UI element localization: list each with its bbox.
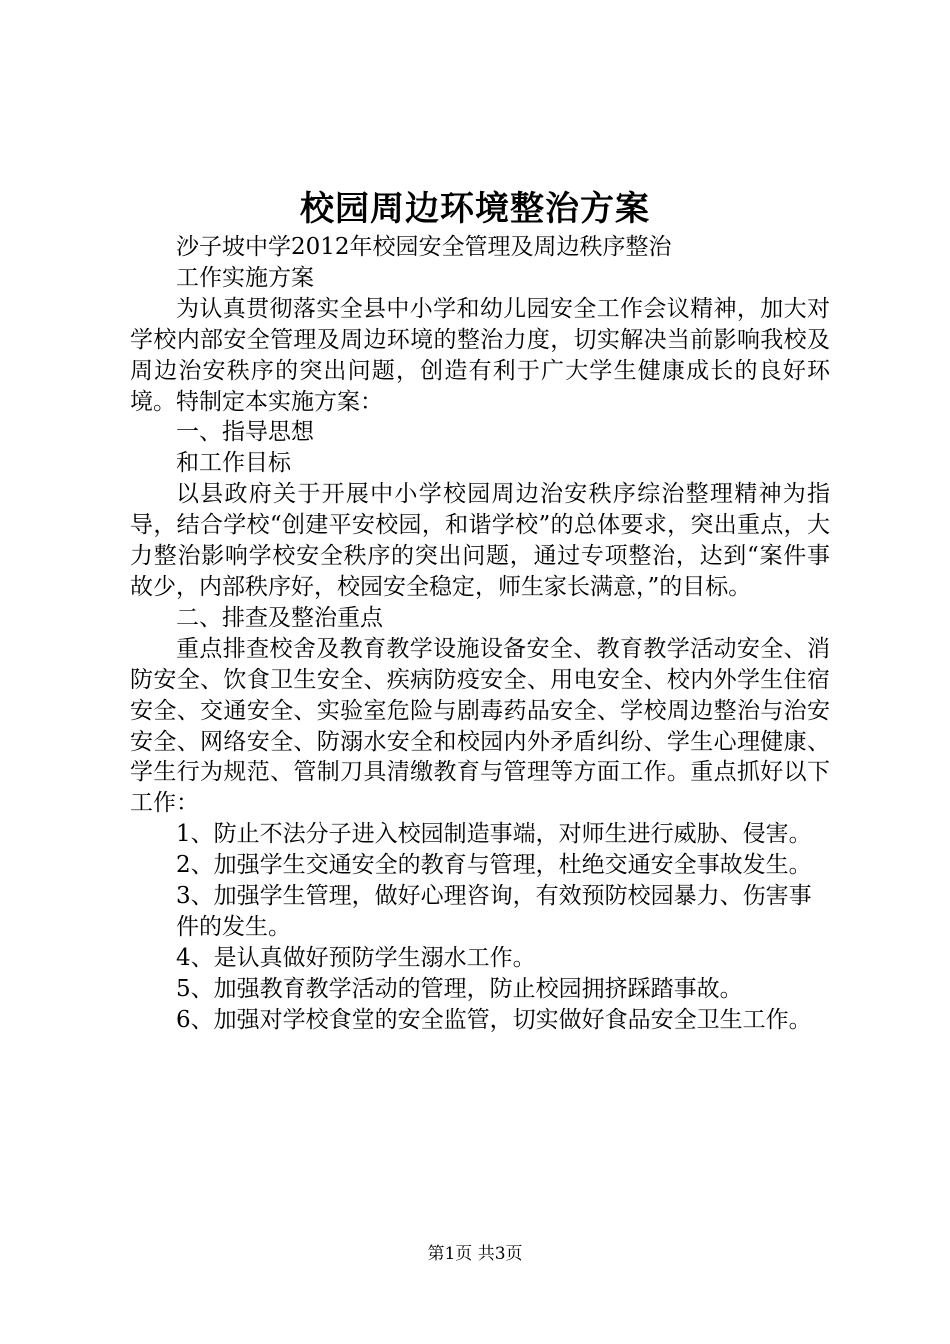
intro-paragraph: 为认真贯彻落实全县中小学和幼儿园安全工作会议精神，加大对学校内部安全管理及周边环境的整治力度，切实解决当前影响我校及周边治安秩序的突出问题，创造有利于广大学生健康成长的良好环境。特制定本实施方案： bbox=[130, 295, 830, 415]
list-item-3-cont: 件的发生。 bbox=[176, 913, 291, 940]
document-body bbox=[130, 232, 830, 1036]
section-heading-1: 一、指导思想 bbox=[176, 419, 314, 446]
list-item-6: 6、加强对学校食堂的安全监管，切实做好食品安全卫生工作。 bbox=[176, 1006, 812, 1033]
list-item-1: 1、防止不法分子进入校园制造事端，对师生进行威胁、侵害。 bbox=[176, 821, 812, 848]
list-item-3: 3、加强学生管理，做好心理咨询，有效预防校园暴力、伤害事 bbox=[176, 883, 812, 910]
document-title: 校园周边环境整治方案 bbox=[300, 189, 650, 229]
list-item-5: 5、加强教育教学活动的管理，防止校园拥挤踩踏事故。 bbox=[176, 975, 743, 1002]
section-heading-2: 二、排查及整治重点 bbox=[176, 604, 383, 631]
subtitle-line-1: 沙子坡中学2012年校园安全管理及周边秩序整治 bbox=[176, 234, 672, 260]
page-footer: 第1页 共3页 bbox=[427, 1244, 523, 1264]
guiding-paragraph: 以县政府关于开展中小学校园周边治安秩序综治整理精神为指导，结合学校“创建平安校园，和谐学校”的总体要求，突出重点，大力整治影响学校安全秩序的突出问题，通过专项整治，达到“案件事故少，内部秩序好，校园安全稳定，师生家长满意，”的目标。 bbox=[130, 481, 830, 600]
focus-paragraph: 重点排查校舍及教育教学设施设备安全、教育教学活动安全、消防安全、饮食卫生安全、疾病防疫安全、用电安全、校内外学生住宿安全、交通安全、实验室危险与剧毒药品安全、学校周边整治与治安安全、网络安全、防溺水安全和校园内外矛盾纠纷、学生心理健康、学生行为规范、管制刀具清缴教育与管理等方面工作。重点抓好以下工作： bbox=[130, 635, 830, 817]
subtitle-line-2: 工作实施方案 bbox=[176, 264, 314, 291]
list-item-4: 4、是认真做好预防学生溺水工作。 bbox=[176, 944, 536, 971]
list-item-2: 2、加强学生交通安全的教育与管理，杜绝交通安全事故发生。 bbox=[176, 852, 812, 879]
section-heading-1-cont: 和工作目标 bbox=[176, 450, 291, 477]
